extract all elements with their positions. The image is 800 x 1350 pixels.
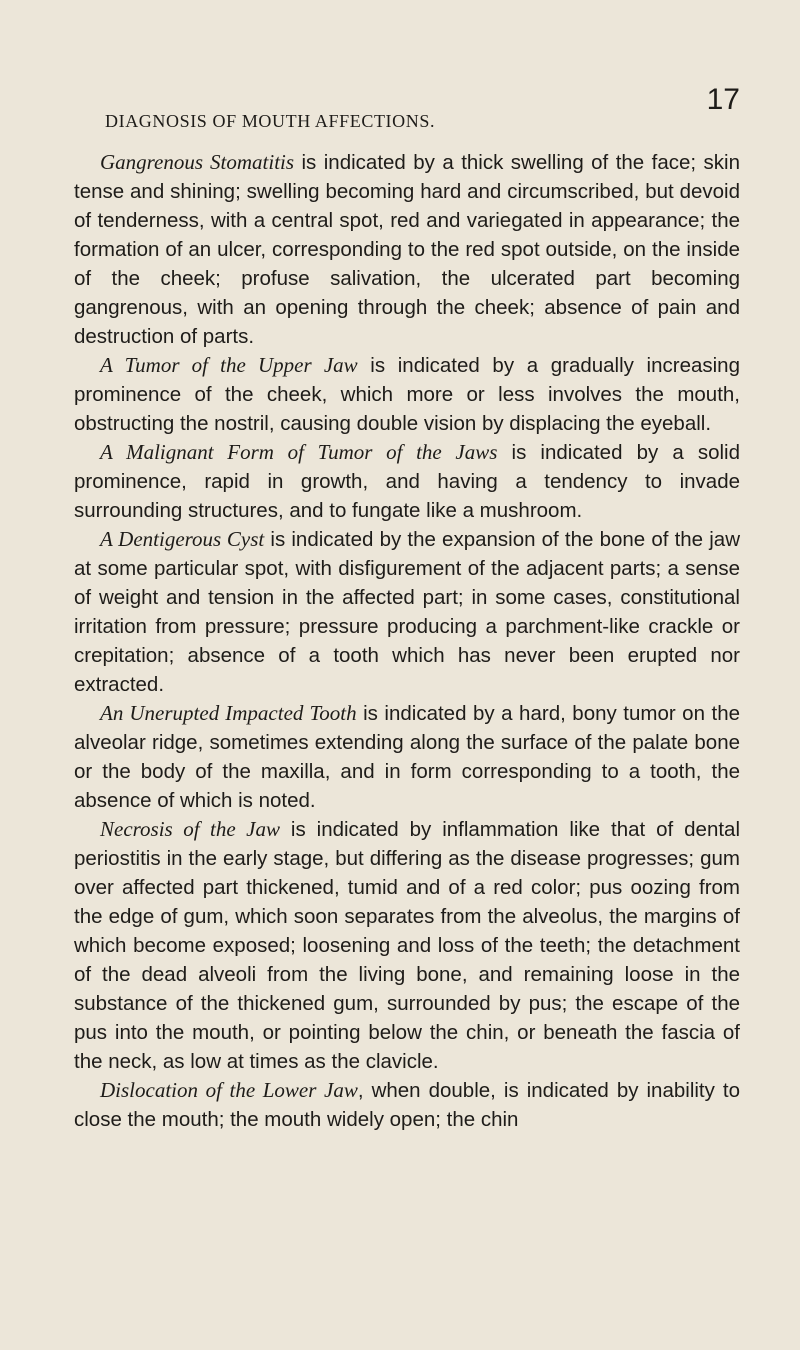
entry-heading: A Tumor of the Upper Jaw [100, 353, 358, 377]
entry-text: is indicated by inflammation like that of dental periostitis in the early stage, but differing as the disease progresses; gum over affected part thickened, tumid and of a red color; pus oozing from the edge of gum, which soon separates from the alveolus, the margins of which become exposed; loosening and loss of the teeth; the detachment of the dead alveoli from the living bone, and remaining loose in the substance of the thickened gum, surrounded by pus; the escape of the pus into the mouth, or pointing below the chin, or beneath the fascia of the neck, as low at times as the clavicle. [74, 818, 741, 1073]
entry-heading: Gangrenous Stomatitis [100, 150, 295, 174]
paragraph-tumor-upper-jaw [74, 351, 740, 438]
entry-text: is indicated by the expansion of the bone of the jaw at some particular spot, with disfigurement of the adjacent parts; a sense of weight and tension in the affected part; in some cases, constitutional irritation from pressure; pressure producing a parchment-like crackle or crepitation; absence of a tooth which has never been erupted nor extracted. [74, 528, 740, 696]
entry-text: is indicated by a hard, bony tumor on the alveolar ridge, sometimes extending along the surface of the palate bone or the body of the maxilla, and in form corresponding to a tooth, the absence of which is noted. [74, 702, 740, 812]
paragraph-dentigerous-cyst [74, 525, 740, 699]
running-head [70, 85, 740, 129]
entry-heading: An Unerupted Impacted Tooth [100, 701, 357, 725]
entry-text: is indicated by a thick swelling of the face; skin tense and shining; swelling becoming hard and circumscribed, but devoid of tenderness, with a central spot, red and variegated in appearance; the formation of an ulcer, corresponding to the red spot outside, on the inside of the cheek; profuse salivation, the ulcerated part becoming gangrenous, with an opening through the cheek; absence of pain and destruction of parts. [74, 151, 740, 348]
paragraph-unerupted-tooth [74, 699, 740, 815]
paragraph-gangrenous-stomatitis [74, 148, 740, 351]
entry-heading: Necrosis of the Jaw [100, 817, 280, 841]
entry-heading: A Dentigerous Cyst [100, 527, 265, 551]
paragraph-dislocation [74, 1076, 740, 1134]
paragraph-malignant-tumor [74, 438, 740, 525]
entry-heading: A Malignant Form of Tumor of the Jaws [100, 440, 498, 464]
entry-text: is indicated by a solid prominence, rapid in growth, and having a tendency to invade surrounding structures, and to fungate like a mushroom. [74, 441, 740, 522]
entry-text: is indicated by a gradually increasing prominence of the cheek, which more or less involves the mouth, obstructing the nostril, causing double vision by displacing the eyeball. [74, 354, 740, 435]
page-number: 17 [706, 83, 740, 116]
running-head-title: DIAGNOSIS OF MOUTH AFFECTIONS. [105, 111, 436, 131]
entry-text: , when double, is indicated by inability to close the mouth; the mouth widely open; the chin [74, 1079, 740, 1131]
body-text [74, 148, 740, 1134]
entry-heading: Dislocation of the Lower Jaw [100, 1078, 358, 1102]
paragraph-necrosis [74, 815, 740, 1076]
